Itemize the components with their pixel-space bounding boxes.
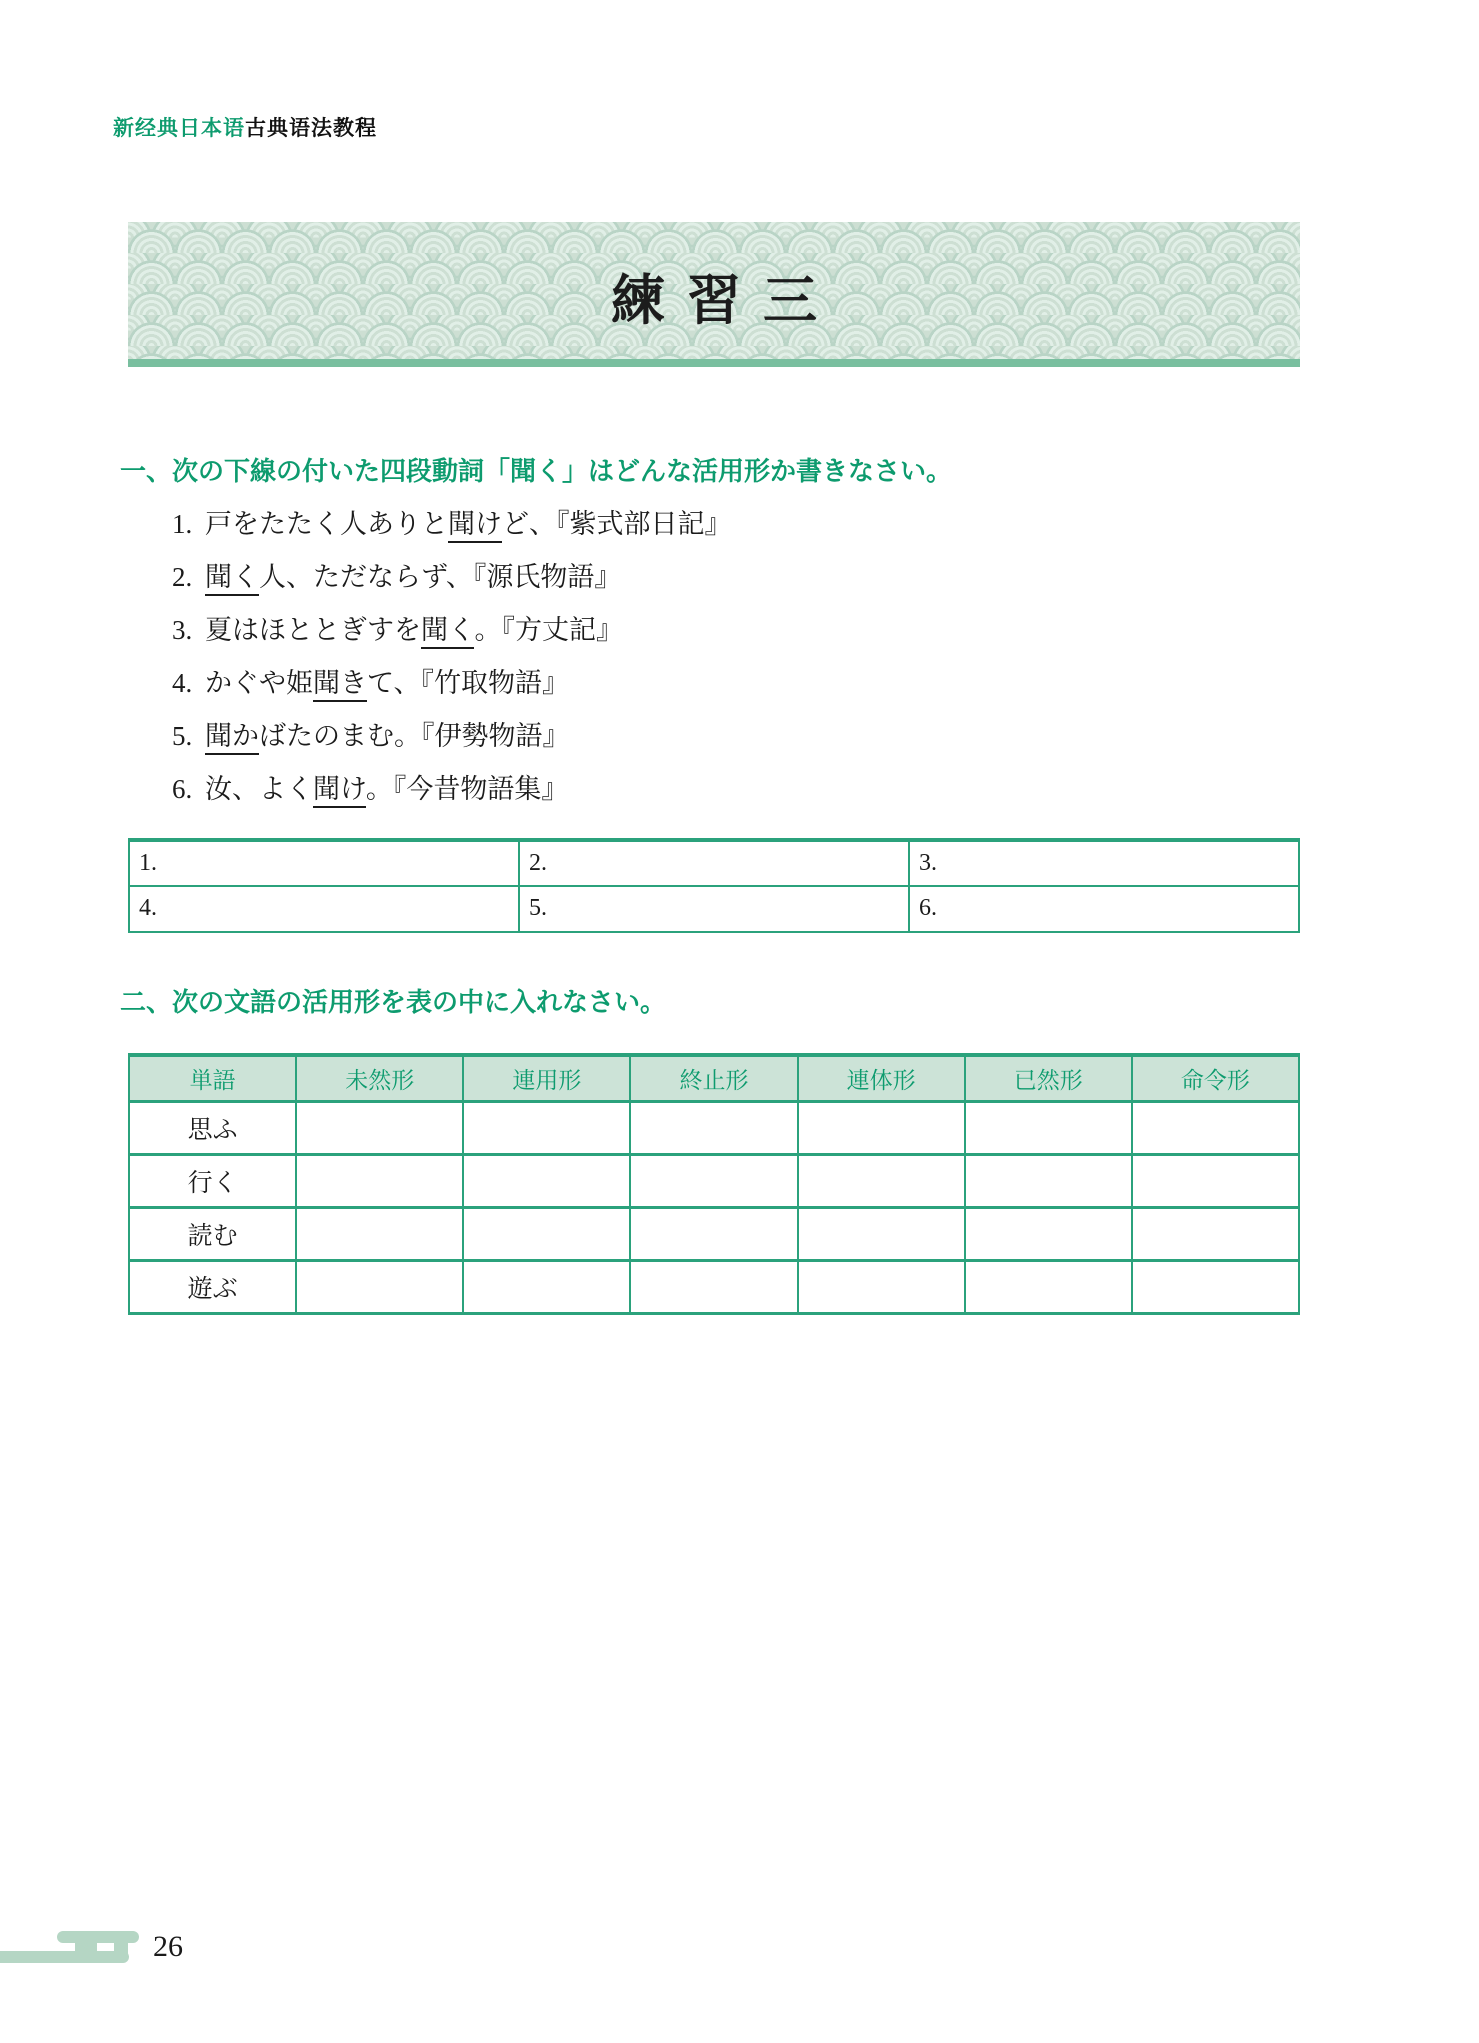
blank-cell [296,1207,463,1260]
column-header: 已然形 [965,1055,1132,1101]
answer-cell: 5. [519,886,909,932]
word-cell: 遊ぶ [129,1260,296,1313]
conjugation-table [128,1053,1300,1315]
underlined-verb: 聞く [421,615,474,649]
blank-cell [965,1101,1132,1154]
conjugation-row [129,1154,1299,1207]
word-cell: 思ふ [129,1101,296,1154]
sentence-text: ばたのまむ。『伊勢物語』 [259,721,570,751]
column-header: 未然形 [296,1055,463,1101]
answer-cell: 2. [519,840,909,886]
item-text [205,774,568,808]
sentence-text: 夏はほととぎすを [205,615,421,645]
question-item [172,710,732,763]
answer-cell: 6. [909,886,1299,932]
item-number: 3. [172,615,193,645]
sentence-text: て、『竹取物語』 [367,668,569,698]
conjugation-row [129,1260,1299,1313]
blank-cell [630,1154,797,1207]
blank-cell [1132,1207,1299,1260]
blank-cell [798,1101,965,1154]
sentence-text: 。『方丈記』 [474,615,623,645]
question-item [172,551,732,604]
brand-series-name: 新经典日本语 [113,117,245,140]
sentence-text: 。『今昔物語集』 [365,774,569,804]
blank-cell [1132,1101,1299,1154]
section2-heading: 二、次の文語の活用形を表の中に入れなさい。 [120,987,667,1017]
blank-cell [798,1260,965,1313]
item-number: 1. [172,509,193,539]
item-number: 5. [172,721,193,751]
blank-cell [965,1154,1132,1207]
banner-underline-bar [128,359,1300,367]
column-header: 単語 [129,1055,296,1101]
footer-cloud-motif [0,1951,129,1963]
blank-cell [296,1260,463,1313]
answer-row [129,840,1299,886]
item-text [205,562,621,596]
sentence-text: 戸をたたく人ありと [205,509,448,539]
item-text [205,615,623,649]
column-header: 連用形 [463,1055,630,1101]
blank-cell [296,1154,463,1207]
underlined-verb: 聞け [313,774,366,808]
sentence-text: 人、ただならず、『源氏物語』 [259,562,622,592]
conjugation-row [129,1207,1299,1260]
column-header: 終止形 [630,1055,797,1101]
brand-subtitle: 古典语法教程 [245,117,377,140]
blank-cell [296,1101,463,1154]
item-text [205,668,569,702]
word-cell: 読む [129,1207,296,1260]
item-text [205,721,570,755]
conjugation-header-row [129,1055,1299,1101]
blank-cell [630,1207,797,1260]
underlined-verb: 聞か [205,721,259,755]
underlined-verb: 聞け [448,509,502,543]
item-number: 6. [172,774,193,804]
blank-cell [463,1101,630,1154]
question-item [172,763,732,816]
blank-cell [463,1154,630,1207]
book-header [113,112,377,142]
answer-cell: 1. [129,840,519,886]
page-number: 26 [153,1930,183,1963]
blank-cell [630,1101,797,1154]
blank-cell [463,1260,630,1313]
blank-cell [463,1207,630,1260]
item-number: 2. [172,562,193,592]
answer-cell: 3. [909,840,1299,886]
blank-cell [798,1154,965,1207]
item-number: 4. [172,668,193,698]
blank-cell [630,1260,797,1313]
answer-cell: 4. [129,886,519,932]
footer-cloud-motif [57,1931,139,1943]
item-text [205,509,732,543]
underlined-verb: 聞き [313,668,367,702]
blank-cell [1132,1260,1299,1313]
question-list [172,498,732,816]
answer-table [128,838,1300,933]
exercise-banner [128,222,1300,359]
question-item [172,657,732,710]
blank-cell [798,1207,965,1260]
underlined-verb: 聞く [205,562,259,596]
sentence-text: かぐや姫 [205,668,313,698]
conjugation-row [129,1101,1299,1154]
question-item [172,604,732,657]
column-header: 命令形 [1132,1055,1299,1101]
footer-cloud-motif [114,1941,128,1955]
blank-cell [1132,1154,1299,1207]
exercise-title: 練習三 [611,271,839,331]
section1-heading: 一、次の下線の付いた四段動詞「聞く」はどんな活用形か書きなさい。 [120,456,953,486]
blank-cell [965,1260,1132,1313]
answer-row [129,886,1299,932]
column-header: 連体形 [798,1055,965,1101]
word-cell: 行く [129,1154,296,1207]
blank-cell [965,1207,1132,1260]
question-item [172,498,732,551]
sentence-text: 汝、よく [205,774,313,804]
sentence-text: ど、『紫式部日記』 [502,509,732,539]
